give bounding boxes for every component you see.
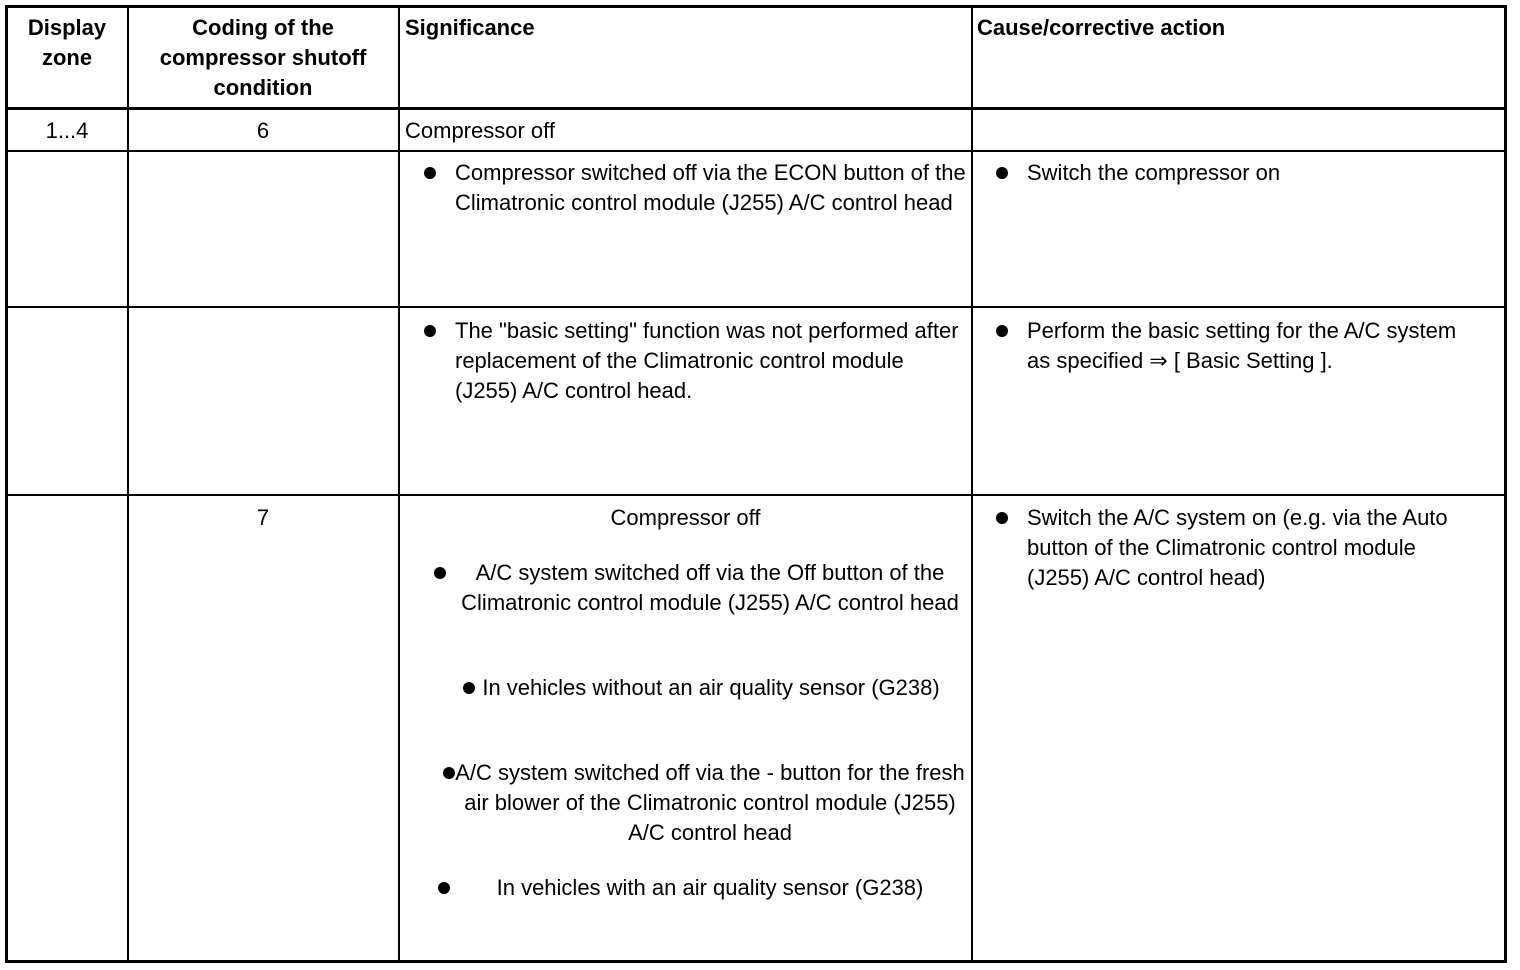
row4-bullet-3: A/C system switched off via the - button for the fresh air blower of the Climatronic control module (J255) A/C control head xyxy=(455,760,965,845)
bullet-icon xyxy=(438,882,450,894)
bullet-icon xyxy=(996,167,1008,179)
row1-coding: 6 xyxy=(256,118,270,143)
row2-significance-bullet: Compressor switched off via the ECON button of the Climatronic control module (J255) A/C control head xyxy=(455,160,966,215)
row-divider xyxy=(6,150,1506,152)
row-divider xyxy=(6,107,1506,110)
row-divider xyxy=(6,306,1506,308)
bullet-icon xyxy=(996,325,1008,337)
header-cause: Cause/corrective action xyxy=(977,15,1226,40)
row2-cause-bullet: Switch the compressor on xyxy=(1027,160,1281,185)
bullet-icon xyxy=(424,325,436,337)
row4-bullet-1: A/C system switched off via the Off button of the Climatronic control module (J255) A/C control head xyxy=(461,560,959,615)
bullet-icon xyxy=(424,167,436,179)
row-divider xyxy=(6,494,1506,496)
row4-significance-title: Compressor off xyxy=(610,505,761,530)
row4-coding: 7 xyxy=(256,505,270,530)
row1-display-zone: 1...4 xyxy=(45,118,89,143)
row1-significance: Compressor off xyxy=(405,118,555,143)
row4-cause-bullet: Switch the A/C system on (e.g. via the Auto button of the Climatronic control module (J255) A/C control head) xyxy=(1027,505,1448,590)
row3-significance-bullet: The "basic setting" function was not performed after replacement of the Climatronic control module (J255) A/C control head. xyxy=(455,318,959,403)
bullet-icon xyxy=(463,682,475,694)
row4-bullet-4: In vehicles with an air quality sensor (G238) xyxy=(496,875,924,900)
header-coding: Coding of the compressor shutoff condition xyxy=(159,15,367,100)
row3-cause-bullet: Perform the basic setting for the A/C system as specified ⇒ [ Basic Setting ]. xyxy=(1027,318,1457,373)
header-significance: Significance xyxy=(405,15,535,40)
header-display-zone: Display zone xyxy=(27,15,107,70)
row4-bullet-2: In vehicles without an air quality sensor (G238) xyxy=(482,675,940,700)
bullet-icon xyxy=(996,512,1008,524)
bullet-icon xyxy=(443,767,455,779)
bullet-icon xyxy=(434,567,446,579)
